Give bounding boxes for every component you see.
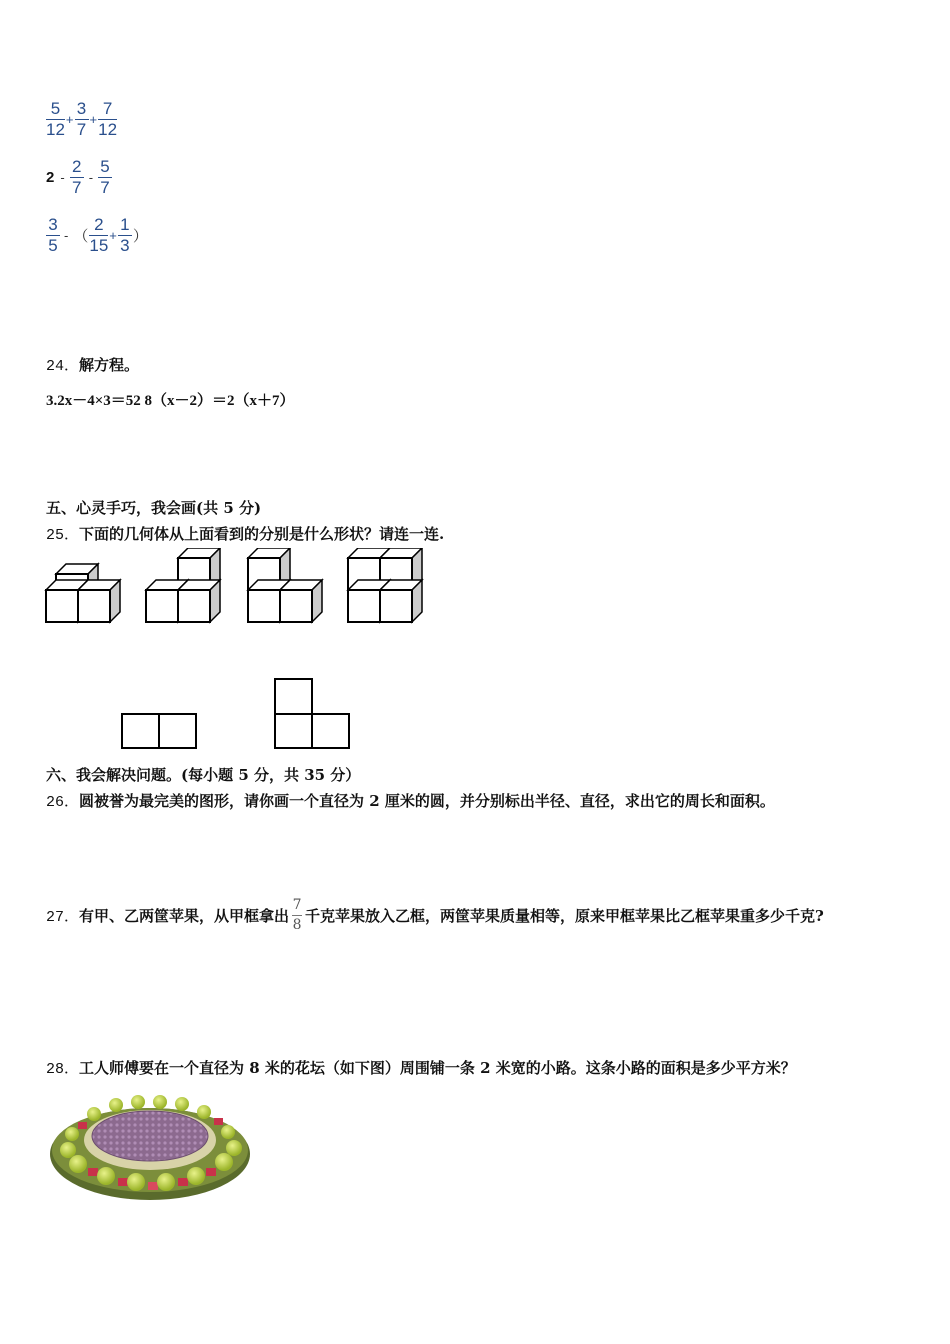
fraction: $\frac{3}{7}$ [75,100,89,139]
solid-figure-4 [348,548,422,622]
fraction: $\frac{5}{7}$ [98,158,112,197]
fraction: $\frac{5}{12}$ [46,99,65,139]
expression-3: $\frac{3}{5}$ - （ $\frac{2}{15}$ + $\frac{1}{3}$ ） [46,216,149,255]
question-25: 25．下面的几何体从上面看到的分别是什么形状？请连一连. [46,525,445,544]
question-27: 27． 有甲、乙两筐苹果，从甲框拿出 $\frac{7}{8}$ 千克苹果放入乙框，两筐苹果质量相等，原来甲框苹果比乙框苹果重多少千克? [46,897,824,933]
question-26: 26．圆被誉为最完美的图形，请你画一个直径为 2 厘米的圆，并分别标出半径、直径，求出它的周长和面积。 [46,792,775,811]
top-view-shape-2 [275,679,349,748]
equations: 3.2x－4×3＝52 8（x－2）＝2（x＋7） [46,393,295,409]
solid-figure-2 [146,548,220,622]
top-view-shape-1 [122,714,196,748]
top-view-shapes [118,676,358,754]
fraction: $\frac{7}{12}$ [98,99,118,139]
question-24: 24．解方程。 [46,356,140,375]
section-heading-6: 六、我会解决问题。(每小题 5 分，共 35 分） [46,766,361,784]
fraction: $\frac{2}{7}$ [70,158,84,197]
section-heading-5: 五、心灵手巧，我会画(共 5 分) [46,499,262,517]
fraction: $\frac{3}{5}$ [46,216,60,255]
solid-figures [40,548,430,630]
expression-1: $\frac{5}{12}$ + $\frac{3}{7}$ + $\frac{7}{12}$ [46,99,118,139]
fraction: $\frac{7}{8}$ [292,897,302,933]
question-28: 28．工人师傅要在一个直径为 8 米的花坛（如下图）周围铺一条 2 米宽的小路。这条小路的面积是多少平方米？ [46,1059,796,1078]
fraction: $\frac{1}{3}$ [118,216,132,255]
solid-figure-3 [248,548,322,622]
fraction: $\frac{2}{15}$ [89,215,109,255]
flower-bed-image [48,1092,258,1204]
expression-2: 2 - $\frac{2}{7}$ - $\frac{5}{7}$ [46,158,116,197]
solid-figure-1 [46,564,120,622]
